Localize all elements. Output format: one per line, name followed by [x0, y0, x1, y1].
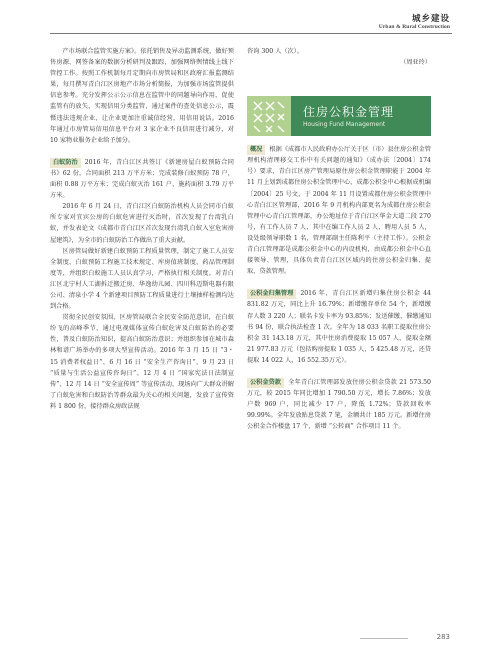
right-intro: 咨询 300 人（次）。 — [247, 48, 303, 55]
left-paragraph-2-text: 2016 年，青白江区共签订《新建房屋白蚁预防合同书》62 份，合同面积 213 万平方米；完成装修白蚁预防 78 户，面积 0.88 万平方米；完成白蚁灭治 161 户，施药面积 3.79 万平方米。 — [50, 158, 234, 200]
left-column — [50, 46, 234, 412]
author-credit: （周亚玲） — [400, 59, 431, 67]
page-number: 283 — [436, 633, 450, 641]
section-tag-overview: 概况 — [247, 145, 265, 155]
left-paragraph-4: 区房管局做好新建白蚁预防工程质量管理，制定了施工人员安全制度、白蚁预防工程施工技术规定、库房值班制度、药品管理制度等，并组织白蚁施工人员认真学习，严格执行相关制度。对青白江区北宁村人工湖拆迁搬迁房、华逸幼儿园、四川科迈斯电器有限公司、清泉小学 4 个新建项目预防工程质量进行土壤抽样检测均达到合格。 — [50, 247, 234, 311]
left-paragraph-3: 2016 年 6 月 24 日，青白江区白蚁防治机构人员会同市白蚁所专家对宜宾公房的白蚁危害进行灭治时，首次发现了台湾乳白蚁，并发表论文《成都市青白江区首次发现台湾乳白蚁入室危害房屋建筑》，为全市的白蚁防治工作做出了重大贡献。 — [50, 203, 234, 244]
header-subtitle: Urban & Rural Construction — [378, 24, 450, 30]
lattice-pattern-icon — [252, 100, 286, 132]
right-section-loan — [247, 377, 431, 432]
section-tag-loan: 公积金贷款 — [247, 378, 284, 388]
left-paragraph-2 — [50, 157, 234, 201]
right-section-collection — [247, 288, 431, 366]
collection-text: 2016 年，青白江区新增归集住房公积金 44 831.82 万元，同比上升 16.79%；新增缴存单位 54 个，新增缴存人数 3 220 人；联名卡发卡率为 93.85%；发送催缴、催缴通知书 94 份，联合执法检查 1 次。全年为 18 033 名职工提取住房公积金 31 143.18 万元，其中住房消费提取 15 057 人，提取金额 21 977.83 万元（包括购房提取 1 035 人，5 425.48 万元，还贷提取 14 022 人，16 552.35万元）。 — [247, 290, 431, 364]
footer-rule — [360, 638, 408, 639]
section-banner — [247, 96, 431, 150]
left-paragraph-5: 贯彻全民创安氛围，区房管局联合全民安全防范意识，在白蚁纷飞的高峰季节，通过电视媒体宣传白蚁危害及白蚁防治的必要性，普及白蚁防治知识，提高白蚁防治意识；并组织参加在城市森林和谱广场举办的多项大型宣传活动。2016 年 3 月 15 日 “3・15 消费者权益日”、6 月 16 日 “安全生产咨询日”、9 月 23 日 “质量与生活公益宣传咨询日”、12 月 4 日 “国家宪法日法制宣传”、12 月 14 日 “安全宣传周” 等宣传活动，现场向广大群众讲解了白蚁危害和白蚁防治等群众最为关心的相关问题，发放了宣传资料 1 800 份，接待群众房政法规 — [50, 314, 234, 410]
loan-text: 全年青白江管理部发放住房公积金贷款 21 573.50万元，较 2015 年同比增加 1 790.50 万元，增长 7.86%；发放户数 969 户，同比减少 17 户，降低 1.72%；贷款回收率 99.99%。全年发放贴息贷款 7 笔，金额共计 185 万元。新增住房公积金合作楼盘 17 个，新增 “公转商” 合作项目 11 个。 — [247, 378, 431, 431]
header-rule — [50, 33, 452, 34]
banner-title: 住房公积金管理 — [303, 105, 395, 119]
banner-subtitle: Housing Fund Management — [303, 121, 386, 128]
overview-text: 根据《成都市人民政府办公厅关于区（市）县住房公积金管理机构清理移交工作中有关问题的通知》（成办法〔2004〕174 号）要求，青白江区房产管理局原住房公积金管理职能于 2004 年 11 月上划到成都住房公积金管理中心，成都公积金中心根据成机编〔2004〕25 号文，于 2004 年 11 月设置成都住房公积金管理中心青白江区管理部，2016 年 9 月机构内部更名为成都住房公积金管理中心青白江管理部，办公地址位于青白江区华金大道二段 270 号，有工作人员 7 人，其中在编工作人员 2 人，聘用人员 5 人，设处级领导职数 1 名，管理部副主任陈利平（主持工作）。公积金青白江管理部是成都公积金中心的内设机构，由成都公积金中心直接领导、管理，具体负责青白江区区域内的住房公积金归集、提取、贷款管理。 — [247, 146, 431, 276]
banner-pattern-block — [247, 96, 291, 136]
header-title: 城乡建设 — [411, 14, 450, 24]
section-tag-collection: 公积金归集管理 — [247, 289, 296, 299]
right-section-overview — [247, 144, 431, 277]
left-paragraph-1: 产市场联合监管实施方案》。依托销售及异动监测系统，做好预售房源、网签备案的数据分析研判及跟踪，加强网络舆情线上线下管控工作。按照工作机制每月定期向市房管局和区政府汇报监测结果，每月撰写青白江区房地产市场分析简报，为加强市场监管提供信息参考。充分发挥公示公示信息在监管中的同题导向作用，促使监管有的放矢，实现信用分类监管，通过案件的查处信息公示，震慑违法违规企业，让企业更加注重诚信经营，用信用说话。2016 年通过市房管局信用信息平台对 3 家企业不良信用进行减分，对 10 家物业服务企业给予加分。 — [50, 48, 234, 144]
section-tag-termite: 白蚁防治 — [50, 158, 81, 168]
